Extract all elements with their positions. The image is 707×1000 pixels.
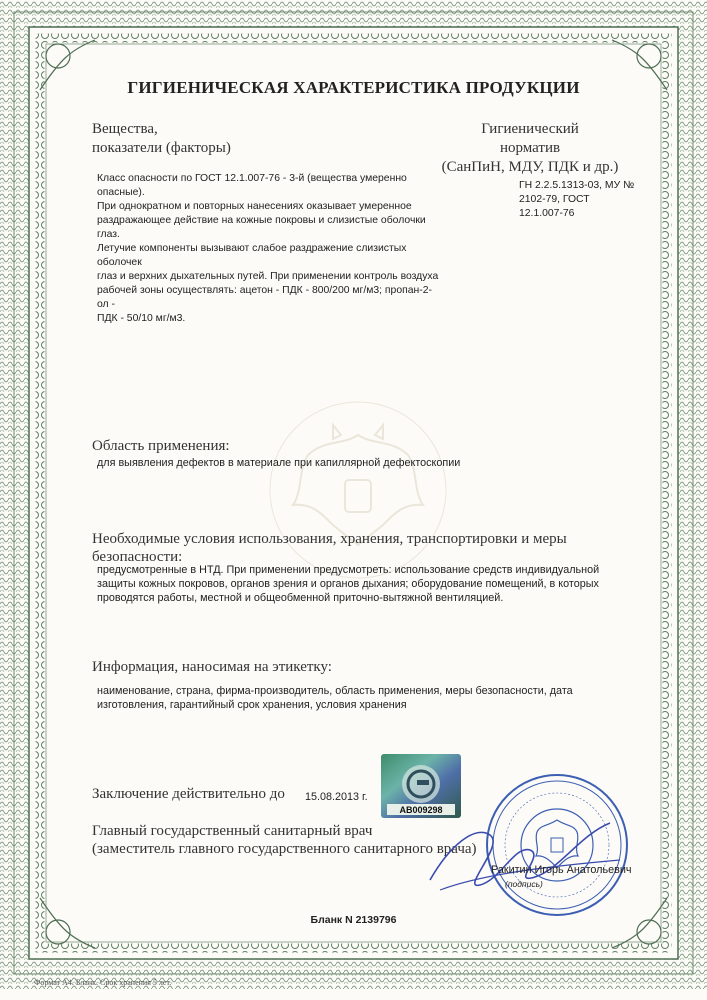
application-text: для выявления дефектов в материале при капиллярной дефектоскопии [97, 457, 461, 469]
norm-references [519, 179, 654, 221]
norm-header-line1: Гигиенический [481, 121, 579, 137]
signatory-title [92, 822, 477, 858]
substances-line: Летучие компоненты вызывают слабое раздражение слизистых оболочек [97, 243, 407, 268]
conditions-heading [92, 530, 662, 566]
conditions-heading-line1: Необходимые условия использования, хранения, транспортировки и меры [92, 531, 567, 547]
validity-label: Заключение действительно до [92, 786, 285, 802]
substances-header-line2: показатели (факторы) [92, 140, 231, 156]
norm-line: 12.1.007-76 [519, 208, 575, 219]
label-info-line: изготовления, гарантийный срок хранения, условия хранения [97, 699, 407, 711]
conditions-line: предусмотренные в НТД. При применении предусмотреть: использование средств индивидуальной [97, 564, 600, 576]
substances-header [92, 120, 231, 158]
norm-header-line3: (СанПиН, МДУ, ПДК и др.) [441, 159, 619, 175]
footer-note: Формат А4. Бланк. Срок хранения 5 лет. [34, 978, 172, 987]
conditions-line: проводятся работы, местной и общеобменной приточно-вытяжной вентиляцией. [97, 592, 504, 604]
application-heading: Область применения: [92, 438, 230, 454]
validity-date: 15.08.2013 г. [305, 791, 368, 803]
norm-header [420, 120, 640, 177]
substances-description [97, 172, 442, 326]
signatory-title-line2: (заместитель главного государственного санитарного врача) [92, 841, 477, 857]
substances-line: раздражающее действие на кожные покровы и слизистые оболочки глаз. [97, 215, 426, 240]
label-info-line: наименование, страна, фирма-производитель, область применения, меры безопасности, дата [97, 685, 573, 697]
substances-line: Класс опасности по ГОСТ 12.1.007-76 - 3-й (вещества умеренно опасные). [97, 173, 407, 198]
substances-line: ПДК - 50/10 мг/м3. [97, 313, 186, 324]
signature-caption: (подпись) [505, 879, 543, 889]
substances-line: глаз и верхних дыхательных путей. При применении контроль воздуха [97, 271, 439, 282]
label-info-heading: Информация, наносимая на этикетку: [92, 659, 332, 675]
signatory-title-line1: Главный государственный санитарный врач [92, 823, 373, 839]
norm-header-line2: норматив [499, 140, 561, 156]
blank-number: Бланк N 2139796 [310, 914, 397, 926]
norm-line: 2102-79, ГОСТ [519, 194, 590, 205]
hologram-code: AB009298 [399, 805, 443, 815]
signatory-name: Ракитин Игорь Анатольевич [491, 864, 632, 876]
label-info-text [97, 684, 657, 712]
document-title: ГИГИЕНИЧЕСКАЯ ХАРАКТЕРИСТИКА ПРОДУКЦИИ [127, 78, 580, 97]
conditions-line: защиты кожных покровов, органов зрения и органов дыхания; оборудование помещений, в которых [97, 578, 599, 590]
substances-line: При однократном и повторных нанесениях оказывает умеренное [97, 201, 412, 212]
substances-header-line1: Вещества, [92, 121, 158, 137]
conditions-heading-line2: безопасности: [92, 549, 183, 565]
conditions-text [97, 563, 667, 605]
substances-line: рабочей зоны осуществлять: ацетон - ПДК - 800/200 мг/м3; пропан-2-ол - [97, 285, 432, 310]
norm-line: ГН 2.2.5.1313-03, МУ № [519, 180, 635, 191]
